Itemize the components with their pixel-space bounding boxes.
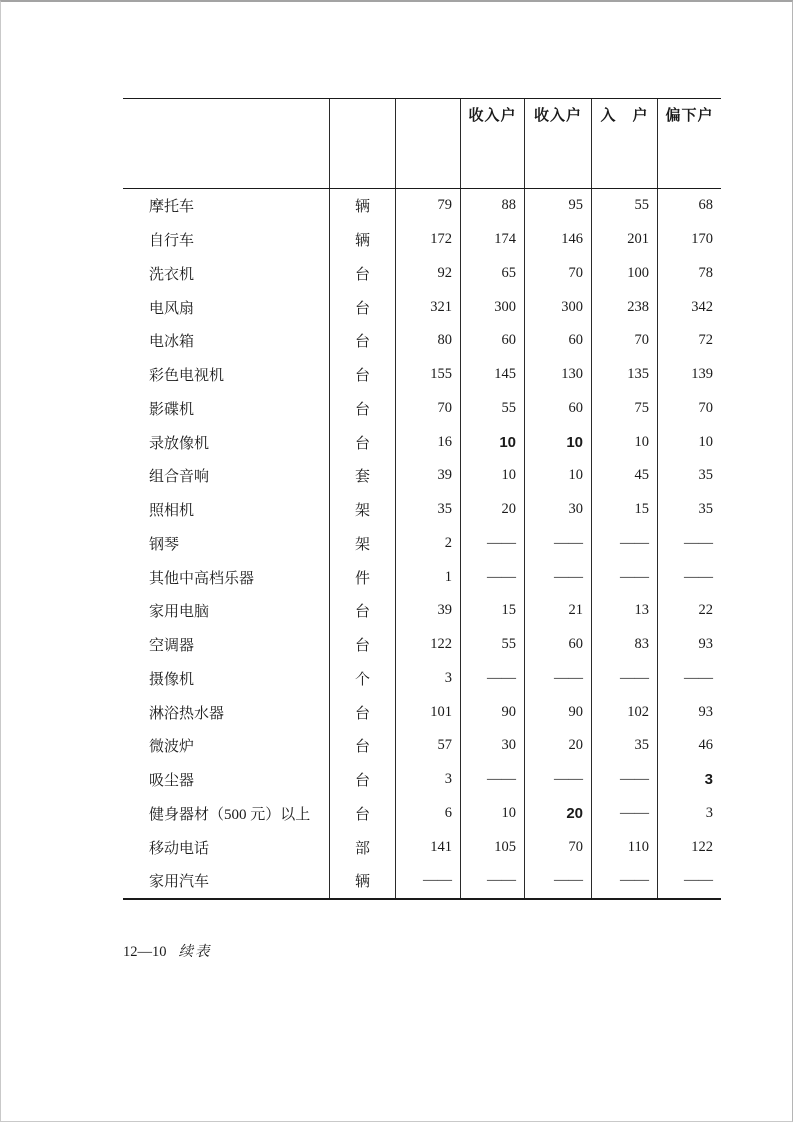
value-cell: 100 (591, 257, 657, 291)
value-cell: 60 (524, 324, 591, 358)
item-name: 家用汽车 (149, 874, 210, 891)
item-name: 摄像机 (149, 671, 195, 688)
value-cell: 90 (460, 695, 524, 729)
table-row (123, 324, 721, 358)
value-cell: —— (524, 763, 591, 797)
unit-of-measure: 套 (329, 459, 395, 493)
value-cell: 21 (524, 594, 591, 628)
value-cell: 70 (395, 392, 460, 426)
table-row (123, 662, 721, 696)
item-name: 电冰箱 (149, 334, 195, 351)
value-cell: 88 (460, 189, 524, 223)
value-cell: 20 (524, 729, 591, 763)
continued-label: 续表 (178, 944, 212, 960)
value-cell: 20 (460, 493, 524, 527)
value-cell: 35 (657, 493, 721, 527)
header-item-column (123, 99, 329, 188)
item-name: 录放像机 (149, 435, 210, 452)
value-cell: —— (591, 763, 657, 797)
value-cell: 13 (591, 594, 657, 628)
value-cell: 60 (460, 324, 524, 358)
value-cell: 35 (395, 493, 460, 527)
value-cell: 101 (395, 695, 460, 729)
value-cell: 55 (591, 189, 657, 223)
value-cell: —— (524, 527, 591, 561)
value-cell: 10 (524, 459, 591, 493)
value-cell: 122 (657, 830, 721, 864)
value-cell: 300 (524, 290, 591, 324)
unit-of-measure: 台 (329, 729, 395, 763)
value-cell: 93 (657, 628, 721, 662)
unit-of-measure: 台 (329, 257, 395, 291)
value-cell: 10 (524, 425, 591, 459)
unit-of-measure: 台 (329, 594, 395, 628)
table-row (123, 830, 721, 864)
value-cell: 70 (524, 830, 591, 864)
value-cell: 238 (591, 290, 657, 324)
value-cell: 35 (591, 729, 657, 763)
table-body (123, 189, 721, 898)
value-cell: 1 (395, 560, 460, 594)
value-cell: 6 (395, 797, 460, 831)
table-row (123, 594, 721, 628)
item-name: 钢琴 (149, 536, 180, 553)
unit-of-measure: 台 (329, 358, 395, 392)
value-cell: 110 (591, 830, 657, 864)
value-cell: 60 (524, 392, 591, 426)
value-cell: 60 (524, 628, 591, 662)
value-cell: 70 (657, 392, 721, 426)
item-name: 其他中高档乐器 (149, 570, 255, 587)
item-name: 自行车 (149, 233, 195, 250)
value-cell: 16 (395, 425, 460, 459)
table-row (123, 628, 721, 662)
unit-of-measure: 台 (329, 797, 395, 831)
value-cell: 122 (395, 628, 460, 662)
item-name: 家用电脑 (149, 604, 210, 621)
value-cell: 10 (460, 797, 524, 831)
value-cell: 146 (524, 223, 591, 257)
value-cell: 83 (591, 628, 657, 662)
item-name: 健身器材（500 元）以上 (149, 806, 311, 823)
unit-of-measure: 架 (329, 493, 395, 527)
value-cell: —— (524, 864, 591, 898)
item-name: 移动电话 (149, 840, 210, 857)
value-cell: 155 (395, 358, 460, 392)
value-cell: 10 (591, 425, 657, 459)
value-cell: —— (591, 797, 657, 831)
header-income-group-3: 入 户 (591, 99, 657, 188)
unit-of-measure: 辆 (329, 189, 395, 223)
table-row (123, 392, 721, 426)
unit-of-measure: 件 (329, 560, 395, 594)
item-name: 吸尘器 (149, 773, 195, 790)
value-cell: 170 (657, 223, 721, 257)
value-cell: —— (524, 560, 591, 594)
value-cell: 30 (460, 729, 524, 763)
value-cell: 172 (395, 223, 460, 257)
header-income-group-2: 收入户 (524, 99, 591, 188)
table-row (123, 290, 721, 324)
table-row (123, 425, 721, 459)
item-name: 空调器 (149, 638, 195, 655)
unit-of-measure: 部 (329, 830, 395, 864)
value-cell: 80 (395, 324, 460, 358)
value-cell: —— (460, 560, 524, 594)
unit-of-measure: 架 (329, 527, 395, 561)
value-cell: 92 (395, 257, 460, 291)
table-footer (123, 940, 212, 961)
value-cell: 10 (460, 459, 524, 493)
value-cell: 57 (395, 729, 460, 763)
value-cell: —— (657, 864, 721, 898)
value-cell: 102 (591, 695, 657, 729)
value-cell: —— (657, 560, 721, 594)
unit-of-measure: 台 (329, 628, 395, 662)
value-cell: 45 (591, 459, 657, 493)
value-cell: 15 (460, 594, 524, 628)
table-row (123, 527, 721, 561)
item-name: 彩色电视机 (149, 368, 225, 385)
table-row (123, 797, 721, 831)
item-name: 淋浴热水器 (149, 705, 225, 722)
value-cell: 70 (524, 257, 591, 291)
unit-of-measure: 台 (329, 425, 395, 459)
table-row (123, 864, 721, 898)
item-name: 洗衣机 (149, 266, 195, 283)
value-cell: 90 (524, 695, 591, 729)
value-cell: 65 (460, 257, 524, 291)
value-cell: 30 (524, 493, 591, 527)
value-cell: 201 (591, 223, 657, 257)
value-cell: 141 (395, 830, 460, 864)
value-cell: 105 (460, 830, 524, 864)
value-cell: 321 (395, 290, 460, 324)
value-cell: 93 (657, 695, 721, 729)
value-cell: 75 (591, 392, 657, 426)
value-cell: 2 (395, 527, 460, 561)
value-cell: 3 (657, 797, 721, 831)
unit-of-measure: 台 (329, 324, 395, 358)
value-cell: 10 (460, 425, 524, 459)
table-row (123, 189, 721, 223)
value-cell: —— (395, 864, 460, 898)
value-cell: 3 (395, 763, 460, 797)
value-cell: —— (591, 662, 657, 696)
table-row (123, 493, 721, 527)
unit-of-measure: 台 (329, 763, 395, 797)
value-cell: —— (657, 527, 721, 561)
value-cell: —— (460, 527, 524, 561)
unit-of-measure: 辆 (329, 864, 395, 898)
item-name: 摩托车 (149, 199, 195, 216)
value-cell: 135 (591, 358, 657, 392)
item-name: 组合音响 (149, 469, 210, 486)
unit-of-measure: 辆 (329, 223, 395, 257)
table-row (123, 459, 721, 493)
value-cell: —— (460, 662, 524, 696)
value-cell: —— (524, 662, 591, 696)
value-cell: 70 (591, 324, 657, 358)
value-cell: 35 (657, 459, 721, 493)
value-cell: 174 (460, 223, 524, 257)
value-cell: 15 (591, 493, 657, 527)
unit-of-measure: 台 (329, 290, 395, 324)
value-cell: 39 (395, 594, 460, 628)
value-cell: 79 (395, 189, 460, 223)
value-cell: 139 (657, 358, 721, 392)
unit-of-measure: 个 (329, 662, 395, 696)
value-cell: 46 (657, 729, 721, 763)
value-cell: 130 (524, 358, 591, 392)
value-cell: 20 (524, 797, 591, 831)
header-unit-column (329, 99, 395, 188)
item-name: 电风扇 (149, 300, 195, 317)
table-header-row (123, 99, 721, 189)
appliance-ownership-table (123, 98, 721, 900)
value-cell: —— (591, 527, 657, 561)
header-income-group-1: 收入户 (460, 99, 524, 188)
header-total-column (395, 99, 460, 188)
item-name: 影碟机 (149, 401, 195, 418)
value-cell: 10 (657, 425, 721, 459)
item-name: 微波炉 (149, 739, 195, 756)
value-cell: —— (657, 662, 721, 696)
value-cell: 22 (657, 594, 721, 628)
value-cell: 342 (657, 290, 721, 324)
table-row (123, 763, 721, 797)
value-cell: 3 (395, 662, 460, 696)
table-row (123, 695, 721, 729)
value-cell: 95 (524, 189, 591, 223)
unit-of-measure: 台 (329, 695, 395, 729)
table-number: 12—10 (123, 944, 167, 960)
value-cell: —— (591, 864, 657, 898)
table-row (123, 223, 721, 257)
value-cell: 72 (657, 324, 721, 358)
value-cell: 145 (460, 358, 524, 392)
value-cell: 55 (460, 392, 524, 426)
value-cell: 55 (460, 628, 524, 662)
item-name: 照相机 (149, 503, 195, 520)
value-cell: —— (591, 560, 657, 594)
table-row (123, 257, 721, 291)
value-cell: 78 (657, 257, 721, 291)
header-income-group-4: 偏下户 (657, 99, 721, 188)
value-cell: 39 (395, 459, 460, 493)
table-row (123, 729, 721, 763)
table-row (123, 560, 721, 594)
unit-of-measure: 台 (329, 392, 395, 426)
value-cell: —— (460, 763, 524, 797)
table-row (123, 358, 721, 392)
value-cell: 300 (460, 290, 524, 324)
value-cell: —— (460, 864, 524, 898)
value-cell: 68 (657, 189, 721, 223)
value-cell: 3 (657, 763, 721, 797)
